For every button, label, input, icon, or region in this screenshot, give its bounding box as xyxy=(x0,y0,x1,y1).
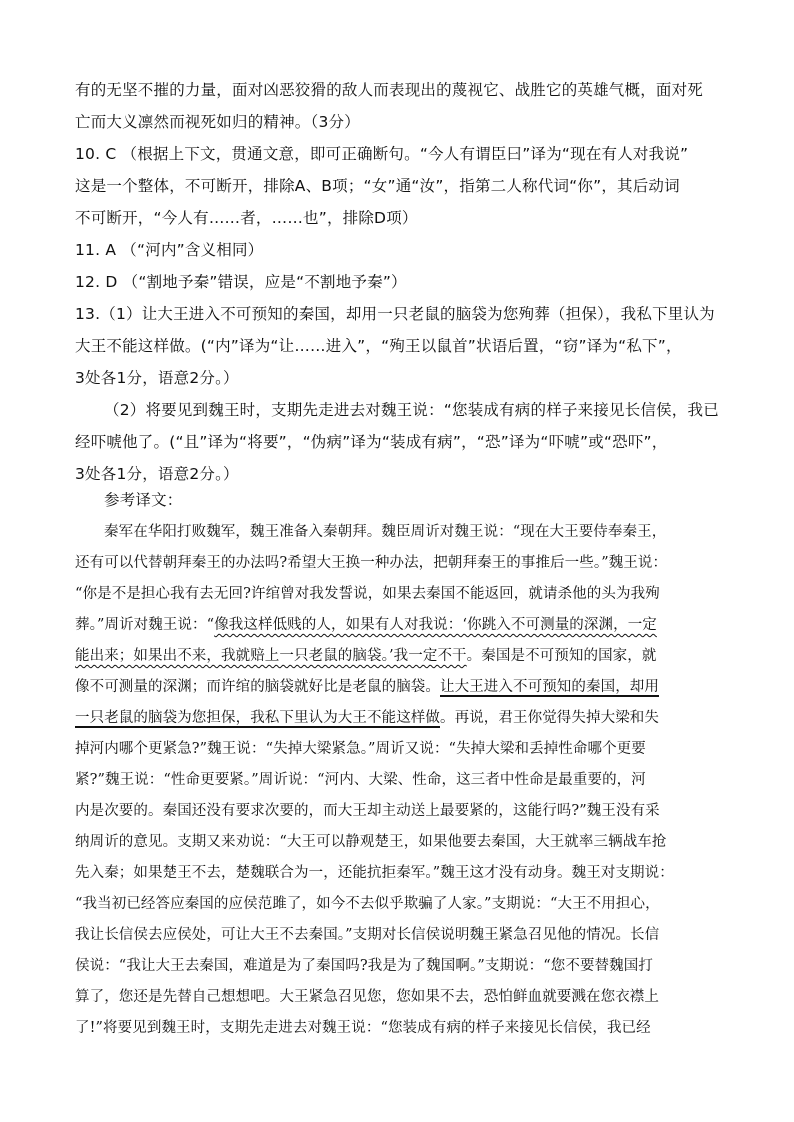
answer-13-2-cont: 经吓唬他了。(“且”译为“将要”，“伪病”译为“装成有病”，“恐”译为“吓唬”或“恐吓”， xyxy=(75,433,668,451)
translation-line: 算了，您还是先替自己想想吧。大王紧急召见您，您如果不去，恐怕鲜血就要溅在您衣襟上 xyxy=(75,989,659,1005)
translation-line xyxy=(75,646,656,666)
translation-line: 了!”将要见到魏王时，支期先走进去对魏王说：“您装成有病的样子来接见长信侯，我已经 xyxy=(75,1020,651,1036)
underlined-text: 让大王进入不可预知的秦国，却用 xyxy=(440,679,659,695)
answer-13-2-cont: 3处各1分，语意2分。） xyxy=(75,465,239,483)
translation-line: 先入秦；如果楚王不去，楚魏联合为一，还能抗拒秦军。”魏王这才没有动身。魏王对支期说： xyxy=(75,865,674,881)
answer-12: 12. D （“割地予秦”错误，应是“不割地予秦”） xyxy=(75,273,407,291)
translation-line: “你是不是担心我有去无回?许绾曾对我发誓说，如果去秦国不能返回，就请杀他的头为我殉 xyxy=(75,586,660,602)
answer-10-cont: 不可断开，“今人有……者，……也”，排除D项） xyxy=(75,209,418,227)
translation-line: “我当初已经答应秦国的应侯范雎了，如今不去似乎欺骗了人家。”支期说：“大王不用担心， xyxy=(75,896,660,912)
translation-line: 还有可以代替朝拜秦王的办法吗?希望大王换一种办法，把朝拜秦王的事推后一些。”魏王说： xyxy=(75,555,668,571)
translation-text: 。再说，君王你觉得失掉大梁和失 xyxy=(440,710,659,726)
translation-line: 紧?”魏王说：“性命更要紧。”周䜣说：“河内、大梁、性命，这三者中性命是最重要的，河 xyxy=(75,772,646,788)
answer-line: 亡而大义凛然而视死如归的精神。（3分） xyxy=(75,113,360,131)
translation-line: 掉河内哪个更紧急?”魏王说：“失掉大梁紧急。”周䜣又说：“失掉大梁和丢掉性命哪个更要 xyxy=(75,741,646,757)
answer-13-1: 13.（1）让大王进入不可预知的秦国，却用一只老鼠的脑袋为您殉葬（担保），我私下里认为 xyxy=(75,305,715,323)
translation-line xyxy=(75,708,659,728)
wavy-underlined-text: 像我这样低贱的人，如果有人对我说：‘你跳入不可测量的深渊，一定 xyxy=(214,617,657,633)
translation-text: 像不可测量的深渊；而许绾的脑袋就好比是老鼠的脑袋。 xyxy=(75,679,440,695)
translation-text: 。秦国是不可预知的国家，就 xyxy=(466,648,657,664)
translation-line: 纳周䜣的意见。支期又来劝说：“大王可以静观楚王，如果他要去秦国，大王就率三辆战车抢 xyxy=(75,834,667,850)
underlined-text: 一只老鼠的脑袋为您担保，我私下里认为大王不能这样做 xyxy=(75,710,440,726)
translation-line: 我让长信侯去应侯处，可让大王不去秦国。”支期对长信侯说明魏王紧急召见他的情况。长信 xyxy=(75,927,660,943)
answer-13-2: （2）将要见到魏王时，支期先走进去对魏王说：“您装成有病的样子来接见长信侯，我已 xyxy=(104,401,719,419)
answer-11: 11. A （“河内”含义相同） xyxy=(75,241,264,259)
translation-line: 侯说：“我让大王去秦国，难道是为了秦国吗?我是为了魏国啊。”支期说：“您不要替魏国打 xyxy=(75,958,653,974)
answer-line: 有的无坚不摧的力量，面对凶恶狡猾的敌人而表现出的蔑视它、战胜它的英雄气概，面对死 xyxy=(75,81,704,99)
translation-text: 葬。”周䜣对魏王说：“ xyxy=(75,617,215,633)
translation-line xyxy=(75,677,659,697)
answer-13-1-cont: 3处各1分，语意2分。） xyxy=(75,369,239,387)
wavy-underlined-text: 能出来；如果出不来，我就赔上一只老鼠的脑袋。’我一定不干 xyxy=(75,648,467,664)
translation-line xyxy=(75,615,657,635)
translation-line: 内是次要的。秦国还没有要求次要的，而大王却主动送上最要紧的，这能行吗?”魏王没有采 xyxy=(75,803,660,819)
answer-10: 10. C （根据上下文，贯通文意，即可正确断句。“今人有谓臣曰”译为“现在有人对我说” xyxy=(75,145,689,163)
answer-10-cont: 这是一个整体，不可断开，排除A、B项；“女”通“汝”，指第二人称代词“你”，其后动词 xyxy=(75,177,680,195)
answer-13-1-cont: 大王不能这样做。(“内”译为“让……进入”，“殉王以鼠首”状语后置，“窃”译为“私下”， xyxy=(75,337,682,355)
translation-heading: 参考译文： xyxy=(104,491,183,509)
translation-line: 秦军在华阳打败魏军，魏王准备入秦朝拜。魏臣周䜣对魏王说：“现在大王要侍奉秦王， xyxy=(104,524,667,540)
